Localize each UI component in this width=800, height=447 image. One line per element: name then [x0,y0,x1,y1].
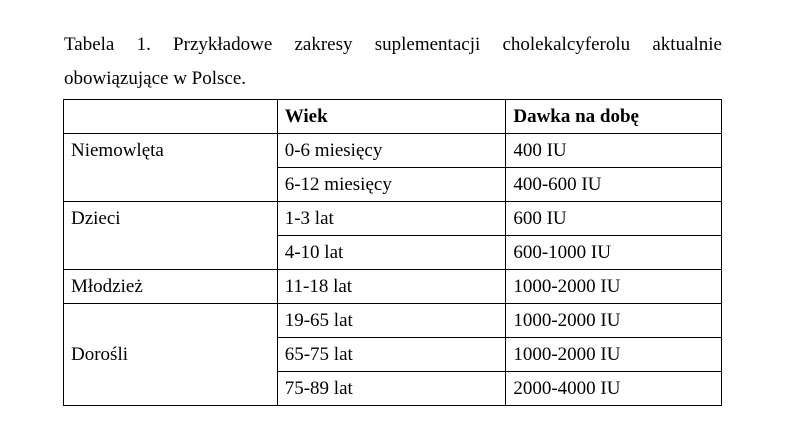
group-label-adults: Dorośli [64,304,278,406]
age-cell: 11-18 lat [277,270,506,304]
dose-cell: 400-600 IU [506,168,722,202]
dose-cell: 600 IU [506,202,722,236]
dose-cell: 400 IU [506,134,722,168]
table-row [64,202,722,236]
age-cell: 0-6 miesięcy [277,134,506,168]
age-cell: 6-12 miesięcy [277,168,506,202]
group-label-infants: Niemowlęta [64,134,278,202]
dose-cell: 1000-2000 IU [506,270,722,304]
supplementation-table [63,99,722,406]
header-age: Wiek [277,100,506,134]
table-header-row [64,100,722,134]
age-cell: 75-89 lat [277,372,506,406]
age-cell: 65-75 lat [277,338,506,372]
dose-cell: 600-1000 IU [506,236,722,270]
header-group [64,100,278,134]
table-row [64,270,722,304]
table-row [64,134,722,168]
table-row [64,304,722,338]
age-cell: 19-65 lat [277,304,506,338]
dose-cell: 1000-2000 IU [506,338,722,372]
age-cell: 1-3 lat [277,202,506,236]
header-dose: Dawka na dobę [506,100,722,134]
group-label-youth: Młodzież [64,270,278,304]
dose-cell: 2000-4000 IU [506,372,722,406]
table-caption: Tabela 1. Przykładowe zakresy suplementacji cholekalcyferolu aktualnie obowiązujące w Polsce. [64,34,722,89]
age-cell: 4-10 lat [277,236,506,270]
dose-cell: 1000-2000 IU [506,304,722,338]
group-label-children: Dzieci [64,202,278,270]
